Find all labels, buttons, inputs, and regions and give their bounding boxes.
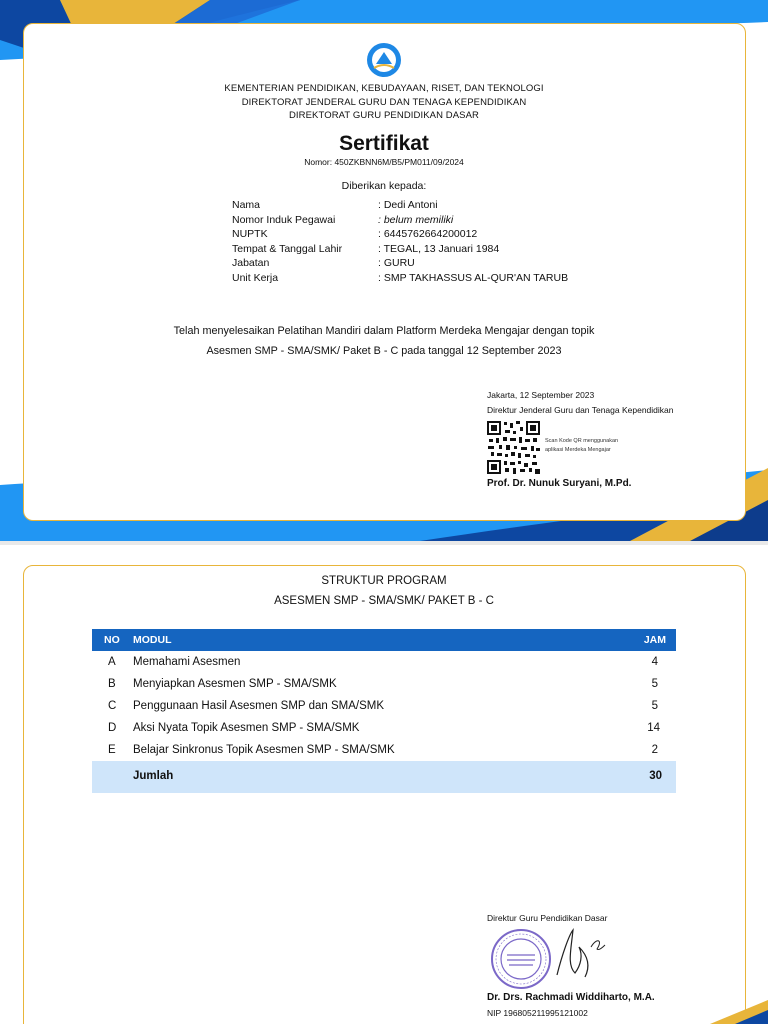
recipient-position: : GURU [378,257,415,269]
certificate-title: Sertifikat [339,132,429,155]
row-module: Penggunaan Hasil Asesmen SMP dan SMA/SMK [133,700,385,712]
table-header [92,629,676,651]
row-module: Belajar Sinkronus Topik Asesmen SMP - SMA/SMK [133,744,395,756]
recipient-label: Nomor Induk Pegawai [232,214,336,226]
program-structure-page [0,545,768,1024]
program-title: STRUKTUR PROGRAM [321,575,447,587]
recipient-name: : Dedi Antoni [378,199,438,211]
recipient-label: Tempat & Tanggal Lahir [232,243,343,255]
recipient-label: Unit Kerja [232,272,279,284]
table-row [92,673,676,695]
row-no: D [108,722,117,734]
row-hours: 2 [651,744,658,756]
signatory-nip: NIP 196805211995121002 [487,1008,588,1018]
recipient-label: Jabatan [232,257,270,269]
column-hours: JAM [643,634,666,646]
recipient-nip: : belum memiliki [378,214,454,226]
directorate-general-name: DIREKTORAT JENDERAL GURU DAN TENAGA KEPENDIDIKAN [241,97,527,108]
signatory-name: Dr. Drs. Rachmadi Widdiharto, M.A. [487,992,655,1003]
total-hours: 30 [649,770,662,782]
statement-line-2: Asesmen SMP - SMA/SMK/ Paket B - C pada tanggal 12 September 2023 [206,345,562,357]
row-hours: 4 [651,656,658,668]
row-module: Memahami Asesmen [133,656,241,668]
ministry-name: KEMENTERIAN PENDIDIKAN, KEBUDAYAAN, RISET, DAN TEKNOLOGI [224,83,544,94]
table-row [92,739,676,761]
row-module: Aksi Nyata Topik Asesmen SMP - SMA/SMK [133,722,360,734]
column-no: NO [104,634,120,646]
given-to-label: Diberikan kepada: [341,180,427,192]
qr-note-1: Scan Kode QR menggunakan [545,438,619,444]
recipient-birth: : TEGAL, 13 Januari 1984 [378,243,500,255]
signatory-name: Prof. Dr. Nunuk Suryani, M.Pd. [487,478,632,489]
table-row [92,695,676,717]
signature-position: Direktur Jenderal Guru dan Tenaga Kependidikan [487,405,674,415]
official-stamp-and-signature [487,925,607,990]
qr-code-icon [487,421,540,474]
column-module: MODUL [133,634,172,646]
table-row [92,717,676,739]
recipient-workplace: : SMP TAKHASSUS AL-QUR'AN TARUB [378,272,569,284]
directorate-name: DIREKTORAT GURU PENDIDIKAN DASAR [288,110,480,121]
tut-wuri-handayani-logo [366,42,402,78]
decorative-corner [690,1000,768,1024]
recipient-label: Nama [232,199,261,211]
row-hours: 14 [647,722,660,734]
recipient-nuptk: : 6445762664200012 [378,228,478,240]
row-module: Menyiapkan Asesmen SMP - SMA/SMK [133,678,337,690]
total-label: Jumlah [133,770,174,782]
signature-position: Direktur Guru Pendidikan Dasar [487,913,608,923]
table-row [92,651,676,673]
row-no: E [108,744,116,756]
row-no: B [108,678,116,690]
row-hours: 5 [651,700,658,712]
row-hours: 5 [651,678,658,690]
recipient-label: NUPTK [232,228,268,240]
statement-line-1: Telah menyelesaikan Pelatihan Mandiri dalam Platform Merdeka Mengajar dengan topik [173,325,595,337]
certificate-number: Nomor: 450ZKBNN6M/B5/PM011/09/2024 [304,157,464,167]
program-subtitle: ASESMEN SMP - SMA/SMK/ PAKET B - C [274,595,494,607]
table-total-row [92,761,676,793]
row-no: C [108,700,117,712]
qr-note-2: aplikasi Merdeka Mengajar [545,447,611,453]
signature-place-date: Jakarta, 12 September 2023 [487,390,595,400]
row-no: A [108,656,116,668]
